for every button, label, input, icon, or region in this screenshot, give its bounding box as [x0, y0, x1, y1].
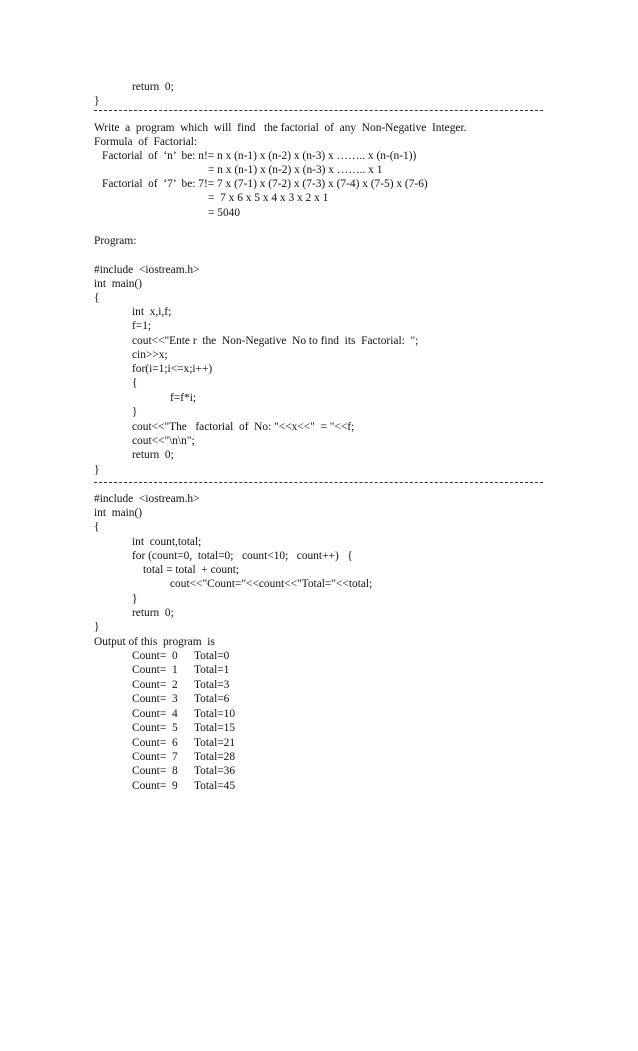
formula-line: = 7 x 6 x 5 x 4 x 3 x 2 x 1	[208, 192, 329, 204]
code-line: f=f*i;	[170, 392, 197, 404]
code-line: }	[94, 621, 100, 633]
output-count: Count= 4	[132, 708, 178, 720]
code-line: #include <iostream.h>	[94, 264, 200, 276]
program-label: Program:	[94, 235, 137, 247]
output-total: Total=6	[194, 693, 230, 705]
output-total: Total=10	[194, 708, 236, 720]
output-count: Count= 5	[132, 722, 178, 734]
output-count: Count= 0	[132, 650, 178, 662]
output-total: Total=36	[194, 765, 236, 777]
output-total: Total=0	[194, 650, 230, 662]
code-line: f=1;	[132, 320, 152, 332]
code-line: cout<<"Ente r the Non-Negative No to find its Factorial: ";	[132, 335, 419, 347]
code-line: int count,total;	[132, 536, 202, 548]
output-count: Count= 9	[132, 780, 178, 792]
output-label: Output of this program is	[94, 636, 215, 648]
section-title: Write a program which will find the factorial of any Non-Negative Integer.	[94, 122, 467, 134]
code-line: return 0;	[132, 607, 174, 619]
code-line: return 0;	[132, 449, 174, 461]
code-line: {	[94, 292, 100, 304]
formula-line: Factorial of ‘n’ be: n!= n x (n-1) x (n-2) x (n-3) x …….. x (n-(n-1))	[102, 150, 417, 162]
code-line: }	[94, 95, 100, 107]
output-total: Total=15	[194, 722, 236, 734]
output-total: Total=3	[194, 679, 230, 691]
code-line: cout<<"\n\n";	[132, 435, 195, 447]
output-count: Count= 3	[132, 693, 178, 705]
output-count: Count= 8	[132, 765, 178, 777]
code-line: int main()	[94, 278, 143, 290]
formula-line: = n x (n-1) x (n-2) x (n-3) x …….. x 1	[208, 164, 383, 176]
output-total: Total=45	[194, 780, 236, 792]
formula-line: = 5040	[208, 207, 241, 219]
output-total: Total=1	[194, 664, 230, 676]
code-line: }	[132, 406, 138, 418]
code-line: int main()	[94, 507, 143, 519]
code-line: cout<<"Count="<<count<<"Total="<<total;	[170, 578, 373, 590]
dashed-divider	[94, 482, 543, 483]
code-line: }	[94, 464, 100, 476]
code-line: return 0;	[132, 81, 174, 93]
dashed-divider	[94, 110, 543, 111]
code-line: {	[94, 521, 100, 533]
code-line: {	[132, 377, 138, 389]
code-line: int x,i,f;	[132, 306, 172, 318]
code-line: #include <iostream.h>	[94, 493, 200, 505]
code-line: cout<<"The factorial of No: "<<x<<" = "<<f;	[132, 421, 355, 433]
output-count: Count= 1	[132, 664, 178, 676]
code-line: for(i=1;i<=x;i++)	[132, 363, 213, 375]
output-total: Total=21	[194, 737, 236, 749]
output-total: Total=28	[194, 751, 236, 763]
code-line: for (count=0, total=0; count<10; count++) {	[132, 550, 353, 562]
code-line: cin>>x;	[132, 349, 168, 361]
output-count: Count= 6	[132, 737, 178, 749]
code-line: }	[132, 593, 138, 605]
formula-heading: Formula of Factorial:	[94, 136, 198, 148]
output-count: Count= 2	[132, 679, 178, 691]
output-count: Count= 7	[132, 751, 178, 763]
formula-line: Factorial of ‘7’ be: 7!= 7 x (7-1) x (7-2) x (7-3) x (7-4) x (7-5) x (7-6)	[102, 178, 428, 190]
code-line: total = total + count;	[143, 564, 240, 576]
